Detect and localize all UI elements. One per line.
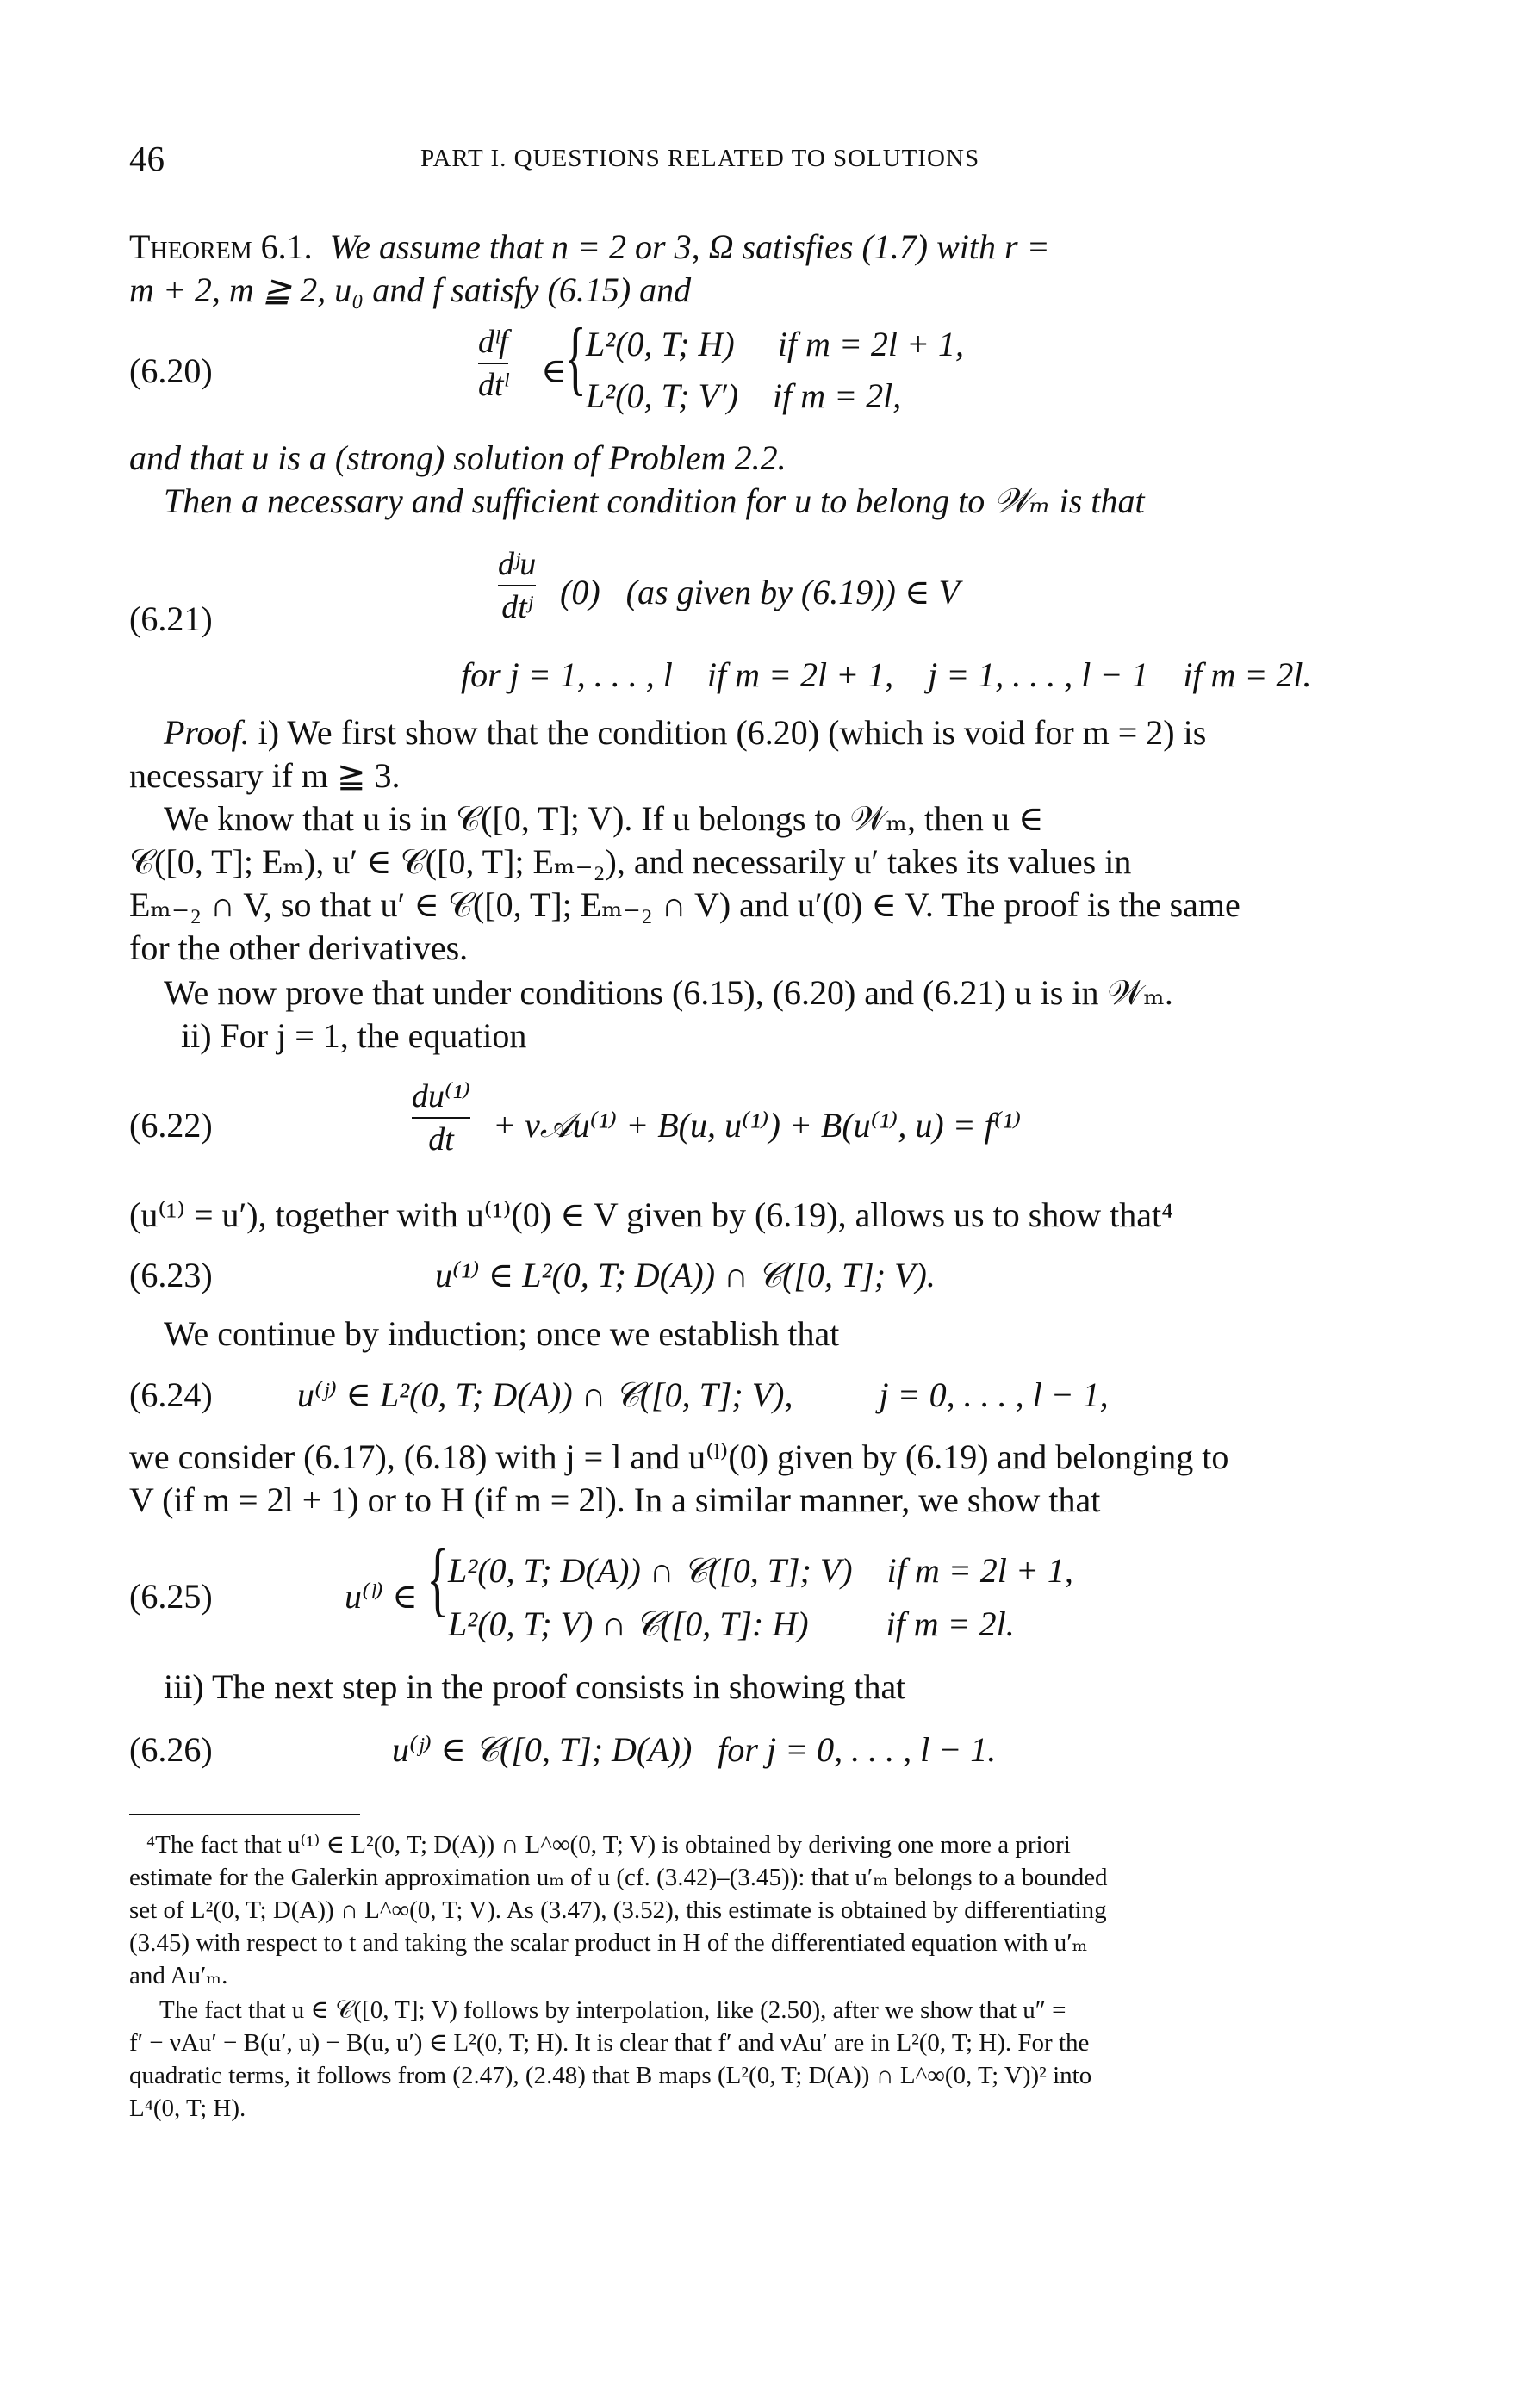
proof-text-1: i) We first show that the condition (6.20) (which is void for m = 2) is [258,713,1207,752]
proof-line-9: (u⁽¹⁾ = u′), together with u⁽¹⁾(0) ∈ V given by (6.19), allows us to show that⁴ [129,1195,1174,1234]
proof-label: Proof. [164,713,250,752]
equation-tag-6-26: (6.26) [129,1730,213,1769]
equation-6-20-case-2: L²(0, T; V′) if m = 2l, [586,376,902,415]
footnote-line-2: estimate for the Galerkin approximation uₘ of u (cf. (3.42)–(3.45)): that u′ₘ belongs to a bounded [129,1864,1108,1891]
proof-line-2: necessary if m ≧ 3. [129,756,401,795]
equation-6-21-main: (0) (as given by (6.19)) ∈ V [560,573,960,611]
left-brace: { [426,1532,449,1624]
theorem-statement-1: We assume that n = 2 or 3, Ω satisfies (1.7) with r = [329,227,1050,266]
equation-6-25-case-2: L²(0, T; V) ∩ 𝒞([0, T]: H) if m = 2l. [448,1604,1015,1643]
footnote-line-5: and Au′ₘ. [129,1962,228,1989]
equation-6-24: u⁽ʲ⁾ ∈ L²(0, T; D(A)) ∩ 𝒞([0, T]; V), j = 0, . . . , l − 1, [297,1375,1109,1414]
equation-6-25-case-1: L²(0, T; D(A)) ∩ 𝒞([0, T]; V) if m = 2l + 1, [448,1551,1073,1590]
running-head: PART I. QUESTIONS RELATED TO SOLUTIONS [420,145,980,172]
fraction-bar [412,1117,470,1119]
equation-tag-6-22: (6.22) [129,1106,213,1145]
equation-6-21-condition: for j = 1, . . . , l if m = 2l + 1, j = 1, . . . , l − 1 if m = 2l. [461,655,1312,694]
proof-line-7: We now prove that under conditions (6.15), (6.20) and (6.21) u is in 𝒲ₘ. [164,973,1173,1012]
theorem-line-3: and that u is a (strong) solution of Problem 2.2. [129,438,786,477]
fraction-denominator: dtˡ [478,367,508,403]
proof-line-11: we consider (6.17), (6.18) with j = l and u⁽ˡ⁾(0) given by (6.19) and belonging to [129,1437,1229,1476]
equation-6-23: u⁽¹⁾ ∈ L²(0, T; D(A)) ∩ 𝒞([0, T]; V). [435,1256,936,1294]
equation-tag-6-23: (6.23) [129,1256,213,1294]
theorem-title: Theorem 6.1. [129,227,313,266]
left-brace: { [564,311,587,403]
footnote-line-9: L⁴(0, T; H). [129,2095,246,2122]
proof-line-3: We know that u is in 𝒞([0, T]; V). If u belongs to 𝒲ₘ, then u ∈ [164,799,1044,838]
proof-line-6: for the other derivatives. [129,928,469,967]
proof-line-1 [164,711,1206,754]
equation-6-25-lhs: u⁽ˡ⁾ ∈ [345,1577,418,1616]
footnote-line-3: set of L²(0, T; D(A)) ∩ L^∞(0, T; V). As (3.47), (3.52), this estimate is obtained by differentiating [129,1896,1107,1924]
fraction-bar [478,363,508,364]
equation-6-20-fraction [478,323,508,404]
footnote-rule [129,1814,360,1815]
fraction-denominator: dtʲ [501,589,533,625]
equation-tag-6-25: (6.25) [129,1577,213,1616]
equation-6-22-fraction [412,1077,470,1158]
proof-line-10: We continue by induction; once we establish that [164,1314,840,1353]
theorem-line-2: m + 2, m ≧ 2, u₀ and f satisfy (6.15) and [129,270,692,309]
proof-line-5: Eₘ₋₂ ∩ V, so that u′ ∈ 𝒞([0, T]; Eₘ₋₂ ∩ V) and u′(0) ∈ V. The proof is the same [129,885,1240,924]
equation-6-21-fraction [498,545,536,626]
proof-line-4: 𝒞([0, T]; Eₘ), u′ ∈ 𝒞([0, T]; Eₘ₋₂), and necessarily u′ takes its values in [129,842,1132,881]
equation-6-22-rest: + ν𝒜u⁽¹⁾ + B(u, u⁽¹⁾) + B(u⁽¹⁾, u) = f⁽¹⁾ [493,1106,1022,1145]
equation-tag-6-24: (6.24) [129,1375,213,1414]
footnote-line-6: The fact that u ∈ 𝒞([0, T]; V) follows by interpolation, like (2.50), after we show that u″ = [159,1996,1066,2024]
footnote-line-7: f′ − νAu′ − B(u′, u) − B(u, u′) ∈ L²(0, T; H). It is clear that f′ and νAu′ are in L²(0, T; H). For the [129,2029,1090,2057]
equation-6-26: u⁽ʲ⁾ ∈ 𝒞([0, T]; D(A)) for j = 0, . . . , l − 1. [392,1730,997,1769]
fraction-denominator: dt [428,1121,454,1157]
footnote-line-4: (3.45) with respect to t and taking the scalar product in H of the differentiated equation with u′ₘ [129,1929,1088,1957]
equation-tag-6-20: (6.20) [129,351,213,390]
element-of-symbol: ∈ [541,351,567,390]
proof-line-8: ii) For j = 1, the equation [181,1016,527,1055]
theorem-line-1 [129,226,1050,269]
proof-line-12: V (if m = 2l + 1) or to H (if m = 2l). In a similar manner, we show that [129,1480,1101,1519]
equation-tag-6-21: (6.21) [129,599,213,638]
fraction-numerator: dʲu [498,546,537,582]
equation-6-20-case-1: L²(0, T; H) if m = 2l + 1, [586,325,964,363]
footnote-line-8: quadratic terms, it follows from (2.47), (2.48) that B maps (L²(0, T; D(A)) ∩ L^∞(0, T; V))² into [129,2062,1092,2089]
fraction-numerator: du⁽¹⁾ [412,1078,471,1114]
proof-line-13: iii) The next step in the proof consists in showing that [164,1667,906,1706]
page-number: 46 [129,139,165,178]
footnote-line-1: ⁴The fact that u⁽¹⁾ ∈ L²(0, T; D(A)) ∩ L^∞(0, T; V) is obtained by deriving one more a priori [146,1831,1071,1859]
fraction-bar [498,585,536,586]
theorem-line-4: Then a necessary and sufficient condition for u to belong to 𝒲ₘ is that [164,481,1145,520]
fraction-numerator: dˡf [478,324,508,360]
